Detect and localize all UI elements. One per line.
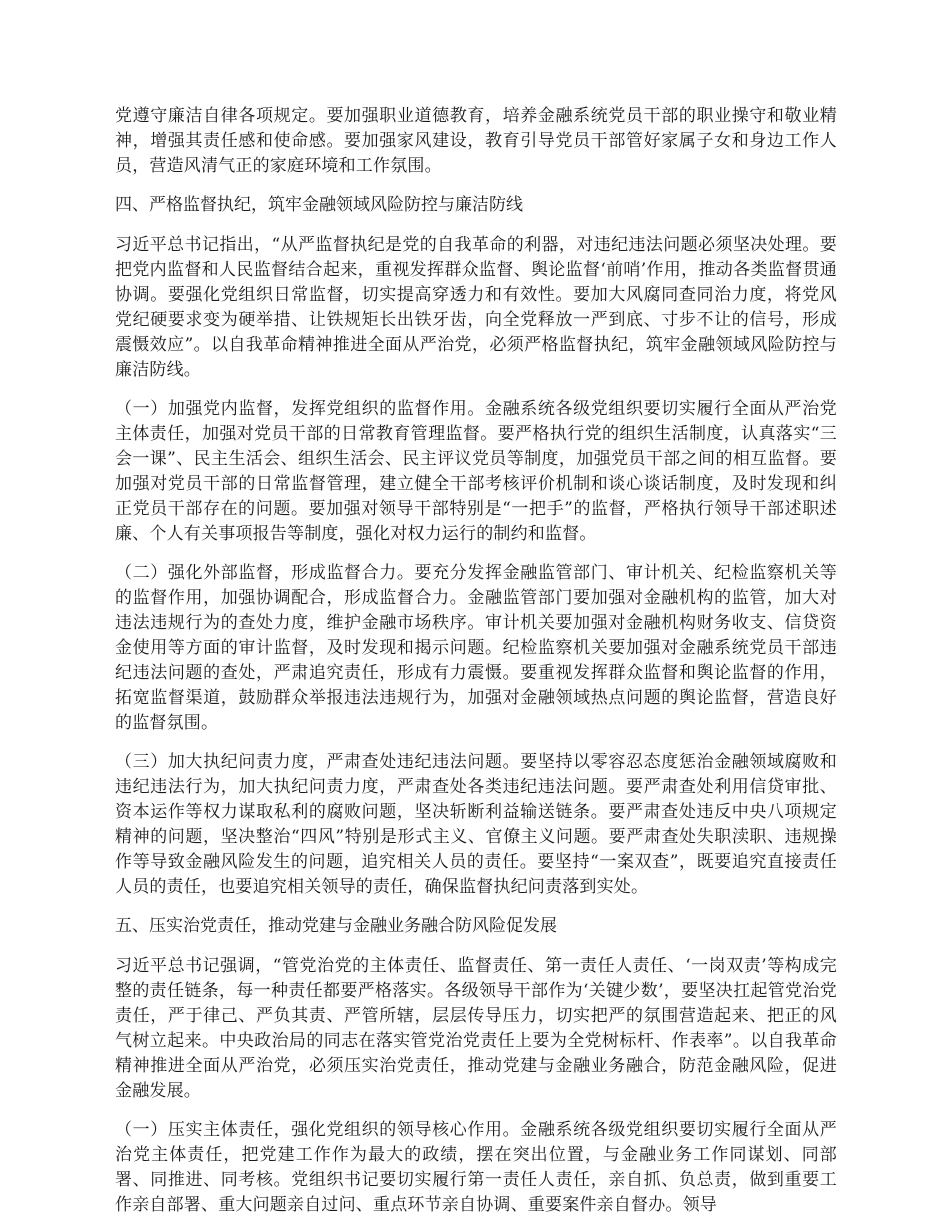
paragraph-continuation: 党遵守廉洁自律各项规定。要加强职业道德教育，培养金融系统党员干部的职业操守和敬业精神，增强其责任感和使命感。要加强家风建设，教育引导党员干部管好家属子女和身边工作人员，营造风清气正的家庭环境和工作氛围。 — [115, 106, 837, 176]
paragraph-section-4-item-1: （一）加强党内监督，发挥党组织的监督作用。金融系统各级党组织要切实履行全面从严治党主体责任，加强对党员干部的日常教育管理监督。要严格执行党的组织生活制度，认真落实“三会一课”、民主生活会、组织生活会、民主评议党员等制度，加强党员干部之间的相互监督。要加强对党员干部的日常监督管理，建立健全干部考核评价机制和谈心谈话制度，及时发现和纠正党员干部存在的问题。要加强对领导干部特别是“一把手”的监督，严格执行领导干部述职述廉、个人有关事项报告等制度，强化对权力运行的制约和监督。 — [115, 399, 837, 544]
document-page — [115, 104, 837, 1232]
paragraph-section-4-item-3: （三）加大执纪问责力度，严肃查处违纪违法问题。要坚持以零容忍态度惩治金融领域腐败和违纪违法行为，加大执纪问责力度，严肃查处各类违纪违法问题。要严肃查处利用信贷审批、资本运作等权力谋取私利的腐败问题，坚决斩断利益输送链条。要严肃查处违反中央八项规定精神的问题，坚决整治“四风”特别是形式主义、官僚主义问题。要严肃查处失职渎职、违规操作等导致金融风险发生的问题，追究相关人员的责任。要坚持“一案双查”，既要追究直接责任人员的责任，也要追究相关领导的责任，确保监督执纪问责落到实处。 — [115, 752, 837, 897]
section-heading-5: 五、压实治党责任，推动党建与金融业务融合防风险促发展 — [115, 916, 557, 936]
paragraph-section-4-intro: 习近平总书记指出，“从严监督执纪是党的自我革命的利器，对违纪违法问题必须坚决处理。要把党内监督和人民监督结合起来，重视发挥群众监督、舆论监督‘前哨’作用，推动各类监督贯通协调。要强化党组织日常监督，切实提高穿透力和有效性。要加大风腐同查同治力度，将党风党纪硬要求变为硬举措、让铁规矩长出铁牙齿，向全党释放一严到底、寸步不让的信号，形成震慑效应”。以自我革命精神推进全面从严治党，必须严格监督执纪，筑牢金融领域风险防控与廉洁防线。 — [115, 235, 837, 380]
section-heading-4: 四、严格监督执纪，筑牢金融领域风险防控与廉洁防线 — [115, 195, 523, 215]
paragraph-section-5-item-1: （一）压实主体责任，强化党组织的领导核心作用。金融系统各级党组织要切实履行全面从严治党主体责任，把党建工作作为最大的政绩，摆在突出位置，与金融业务工作同谋划、同部署、同推进、同考核。党组织书记要切实履行第一责任人责任，亲自抓、负总责，做到重要工作亲自部署、重大问题亲自过问、重点环节亲自协调、重要案件亲自督办。领导 — [115, 1120, 837, 1215]
paragraph-section-5-intro: 习近平总书记强调，“管党治党的主体责任、监督责任、第一责任人责任、‘一岗双责’等构成完整的责任链条，每一种责任都要严格落实。各级领导干部作为‘关键少数’，要坚决扛起管党治党责任，严于律己、严负其责、严管所辖，层层传导压力，切实把严的氛围营造起来、把正的风气树立起来。中央政治局的同志在落实管党治党责任上要为全党树标杆、作表率”。以自我革命精神推进全面从严治党，必须压实治党责任，推动党建与金融业务融合，防范金融风险，促进金融发展。 — [115, 956, 837, 1101]
paragraph-section-4-item-2: （二）强化外部监督，形成监督合力。要充分发挥金融监管部门、审计机关、纪检监察机关等的监督作用，加强协调配合，形成监督合力。金融监管部门要加强对金融机构的监管，加大对违法违规行为的查处力度，维护金融市场秩序。审计机关要加强对金融机构财务收支、信贷资金使用等方面的审计监督，及时发现和揭示问题。纪检监察机关要加强对金融系统党员干部违纪违法问题的查处，严肃追究责任，形成有力震慑。要重视发挥群众监督和舆论监督的作用，拓宽监督渠道，鼓励群众举报违法违规行为，加强对金融领域热点问题的舆论监督，营造良好的监督氛围。 — [115, 563, 837, 733]
